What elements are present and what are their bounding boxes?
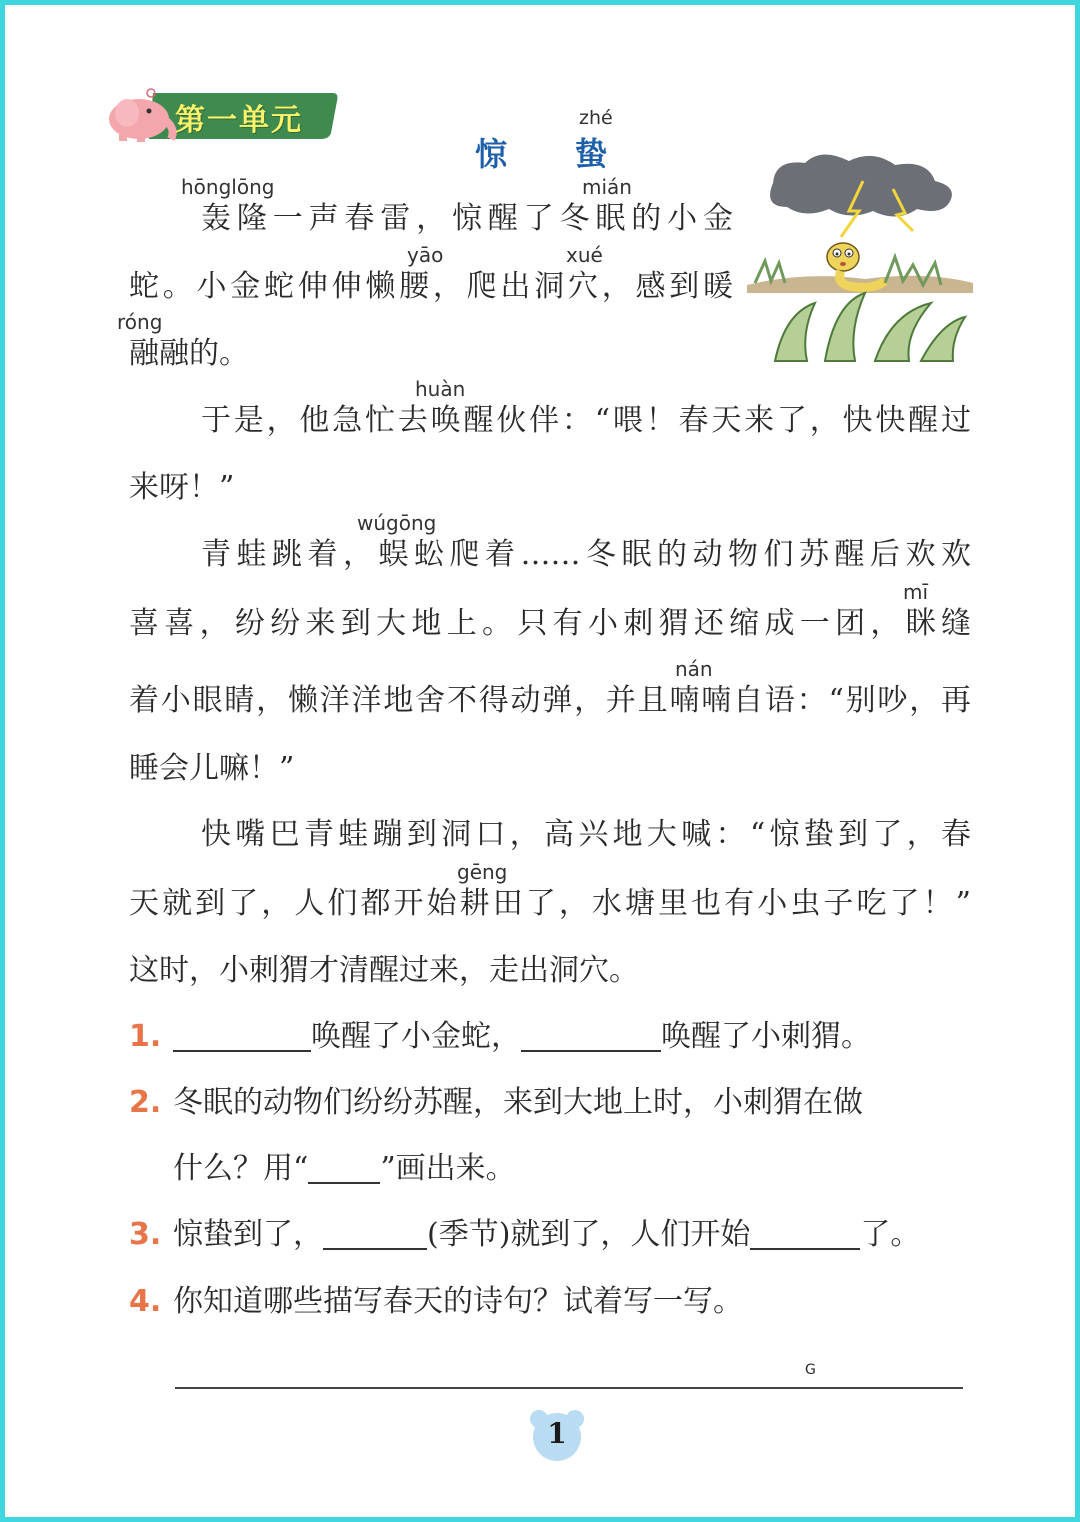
pinyin-mian: mián (582, 175, 632, 199)
title-pinyin: zhé (579, 107, 613, 129)
page-number: 1 (547, 1417, 567, 1450)
answer-blank[interactable] (323, 1222, 427, 1250)
question-3 (129, 1217, 920, 1253)
answer-line[interactable] (175, 1387, 963, 1389)
question-4 (129, 1284, 743, 1320)
answer-blank[interactable] (521, 1024, 661, 1052)
passage-line: 喜喜，纷纷来到大地上。只有小刺猬还缩成一团，眯缝 (129, 606, 971, 641)
passage-line: 融融的。 (129, 336, 249, 371)
question-text: 唤醒了小刺猬。 (661, 1019, 871, 1054)
question-number: 4. (129, 1284, 162, 1319)
passage-line: 于是，他急忙去唤醒伙伴：“喂！春天来了，快快醒过 (201, 403, 971, 438)
passage-line: 来呀！” (129, 470, 235, 505)
question-text: 冬眠的动物们纷纷苏醒，来到大地上时，小刺猬在做 (173, 1085, 863, 1120)
passage-line: 天就到了，人们都开始耕田了，水塘里也有小虫子吃了！” (129, 886, 971, 921)
question-text: 唤醒了小金蛇， (311, 1019, 521, 1054)
page-title: 惊蛰 (475, 135, 676, 173)
question-text: 了。 (860, 1217, 921, 1252)
passage-line: 着小眼睛，懒洋洋地舍不得动弹，并且喃喃自语：“别吵，再 (129, 683, 971, 718)
snake-thunder-illustration (745, 153, 975, 363)
pinyin-xue: xué (566, 243, 603, 267)
passage-line: 青蛙跳着，蜈蚣爬着……冬眠的动物们苏醒后欢欢 (201, 537, 971, 572)
question-text: 什么？用“ (173, 1151, 309, 1186)
passage-line: 快嘴巴青蛙蹦到洞口，高兴地大喊：“惊蛰到了，春 (201, 817, 971, 852)
passage-line: 蛇。小金蛇伸伸懒腰，爬出洞穴，感到暖 (129, 269, 733, 304)
pinyin-wugong: wúgōng (357, 511, 437, 535)
question-number: 3. (129, 1217, 162, 1252)
question-2-cont (173, 1151, 516, 1187)
question-1 (129, 1019, 871, 1055)
question-2 (129, 1085, 863, 1121)
pinyin-honglong: hōnglōng (181, 175, 275, 199)
question-text: ”画出来。 (380, 1151, 516, 1186)
page-number-badge (527, 1405, 587, 1465)
pinyin-geng: gēng (457, 860, 508, 884)
passage-line: 睡会儿嘛！” (129, 751, 295, 786)
passage-line: 这时，小刺猬才清醒过来，走出洞穴。 (129, 953, 639, 988)
question-number: 2. (129, 1085, 162, 1120)
question-number: 1. (129, 1019, 162, 1054)
answer-blank[interactable] (308, 1156, 380, 1184)
question-text: (季节)就到了，人们开始 (427, 1217, 751, 1252)
question-text: 你知道哪些描写春天的诗句？试着写一写。 (173, 1284, 743, 1319)
passage-line: 轰隆一声春雷，惊醒了冬眠的小金 (201, 201, 733, 236)
pinyin-mi: mī (903, 580, 929, 604)
question-text: 惊蛰到了， (173, 1217, 323, 1252)
pinyin-yao: yāo (407, 243, 444, 267)
answer-mark: G (805, 1362, 816, 1378)
pinyin-nan: nán (675, 657, 713, 681)
pinyin-huan: huàn (415, 377, 466, 401)
unit-label: 第一单元 (175, 103, 303, 138)
unit-banner (105, 83, 340, 145)
answer-blank[interactable] (750, 1222, 860, 1250)
answer-blank[interactable] (173, 1024, 311, 1052)
pinyin-rong: róng (117, 310, 163, 334)
